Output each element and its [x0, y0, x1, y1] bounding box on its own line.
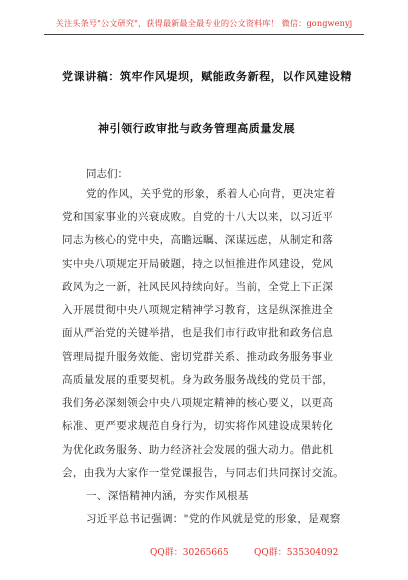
body-line: 我们务必深刻领会中央八项规定精神的核心要义，以更高 [62, 397, 334, 409]
footer-qq-group-right: QQ群：535304092 [254, 548, 339, 558]
document-title-line-2: 神引领行政审批与政务管理高质量发展 [98, 122, 296, 135]
body-line: 党的作风，关乎党的形象，系着人心向背，更决定着 [86, 188, 336, 200]
body-line: 面从严治党的关键举措，也是我们市行政审批和政务信息 [62, 327, 334, 339]
body-line: 习近平总书记强调："党的作风就是党的形象，是观察 [86, 513, 341, 525]
body-line: 会，由我为大家作一堂党课报告，与同志们共同探讨交流。 [62, 467, 345, 479]
body-line: 党和国家事业的兴衰成败。自党的十八大以来，以习近平 [62, 211, 334, 223]
body-line: 高质量发展的重要契机。身为政务服务战线的党员干部， [62, 374, 334, 386]
greeting: 同志们： [86, 168, 128, 180]
body-line: 实中央八项规定开局破题，持之以恒推进作风建设，党风 [62, 258, 334, 270]
body-line: 为优化政务服务、助力经济社会发展的强大动力。借此机 [62, 444, 334, 456]
document-title-line-1: 党课讲稿：筑牢作风堤坝，赋能政务新程，以作风建设精 [62, 70, 352, 83]
body-line: 标准、更严要求规范自身行为，切实将作风建设成果转化 [62, 420, 334, 432]
body-line: 同志为核心的党中央，高瞻远瞩、深谋远虑，从制定和落 [62, 234, 334, 246]
section-heading: 一、深悟精神内涵，夯实作风根基 [86, 490, 249, 502]
body-line: 政风为之一新，社风民风持续向好。当前，全党上下正深 [62, 281, 334, 293]
header-banner [44, 16, 364, 35]
body-line: 管理局提升服务效能、密切党群关系、推动政务服务事业 [62, 351, 334, 363]
body-line: 入开展贯彻中央八项规定精神学习教育，这是纵深推进全 [62, 304, 334, 316]
footer-qq-group-left: QQ群：30265665 [150, 548, 229, 558]
header-promo-text: 关注头条号"公文研究"，获得最新最全最专业的公文资料库！ 微信：gongwenyj [55, 18, 353, 28]
footer [0, 545, 408, 561]
